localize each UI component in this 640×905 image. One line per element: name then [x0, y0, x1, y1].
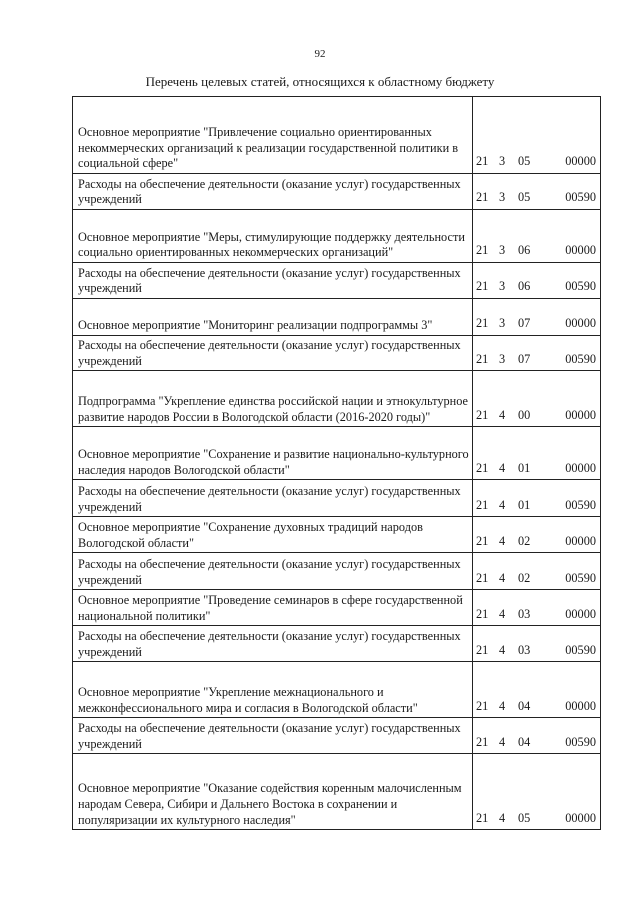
code-program: 21	[476, 279, 489, 294]
code-activity: 05	[518, 190, 531, 205]
code-direction: 00000	[565, 243, 596, 258]
code-subprogram: 3	[499, 351, 506, 366]
code-activity: 04	[518, 698, 531, 713]
row-name: Основное мероприятие "Сохранение духовных традиций народов Вологодской области"	[73, 517, 473, 553]
code-program: 21	[476, 154, 489, 169]
row-name: Расходы на обеспечение деятельности (оказание услуг) государственных учреждений	[73, 174, 473, 210]
page-title: Перечень целевых статей, относящихся к областному бюджету	[145, 74, 495, 89]
table-row	[73, 662, 601, 718]
table-row	[73, 626, 601, 662]
row-name: Основное мероприятие "Проведение семинаров в сфере государственной национальной политики"	[73, 590, 473, 626]
page-number: 92	[314, 48, 326, 60]
row-name: Основное мероприятие "Сохранение и развитие национально-культурного наследия народов Вологодской области"	[73, 427, 473, 480]
code-program: 21	[476, 497, 489, 512]
row-code	[473, 590, 601, 626]
row-code	[473, 299, 601, 336]
code-subprogram: 4	[499, 734, 506, 749]
code-activity: 03	[518, 606, 531, 621]
code-activity: 07	[518, 316, 531, 331]
code-direction: 00590	[565, 279, 596, 294]
code-direction: 00000	[565, 407, 596, 422]
code-program: 21	[476, 460, 489, 475]
table-row	[73, 371, 601, 427]
code-activity: 05	[518, 810, 531, 825]
code-activity: 03	[518, 642, 531, 657]
row-code	[473, 97, 601, 174]
table-row	[73, 517, 601, 553]
row-code	[473, 427, 601, 480]
code-direction: 00000	[565, 154, 596, 169]
row-name: Основное мероприятие "Привлечение социально ориентированных некоммерческих организаций к реализации государственной политики в социальной сфере"	[73, 97, 473, 174]
code-program: 21	[476, 734, 489, 749]
row-code	[473, 174, 601, 210]
table-row	[73, 336, 601, 371]
row-name: Основное мероприятие "Меры, стимулирующие поддержку деятельности социально ориентированных некоммерческих организаций"	[73, 210, 473, 263]
table-row	[73, 718, 601, 754]
code-subprogram: 3	[499, 279, 506, 294]
row-name: Основное мероприятие "Укрепление межнационального и межконфессионального мира и согласия в Вологодской области"	[73, 662, 473, 718]
row-code	[473, 754, 601, 830]
code-direction: 00590	[565, 497, 596, 512]
code-activity: 02	[518, 570, 531, 585]
code-program: 21	[476, 190, 489, 205]
table-row	[73, 480, 601, 517]
code-direction: 00590	[565, 570, 596, 585]
row-name: Основное мероприятие "Оказание содействия коренным малочисленным народам Севера, Сибири и Дальнего Востока в сохранении и популяризации их культурного наследия"	[73, 754, 473, 830]
code-direction: 00590	[565, 190, 596, 205]
code-direction: 00000	[565, 460, 596, 475]
table-row	[73, 97, 601, 174]
code-program: 21	[476, 698, 489, 713]
code-subprogram: 4	[499, 497, 506, 512]
code-direction: 00590	[565, 734, 596, 749]
row-code	[473, 553, 601, 590]
row-name: Основное мероприятие "Мониторинг реализации подпрограммы 3"	[73, 299, 473, 336]
code-direction: 00590	[565, 642, 596, 657]
code-direction: 00000	[565, 698, 596, 713]
code-subprogram: 4	[499, 407, 506, 422]
code-program: 21	[476, 351, 489, 366]
row-code	[473, 718, 601, 754]
code-subprogram: 3	[499, 316, 506, 331]
code-subprogram: 4	[499, 698, 506, 713]
row-code	[473, 210, 601, 263]
code-activity: 04	[518, 734, 531, 749]
table-row	[73, 590, 601, 626]
code-activity: 07	[518, 351, 531, 366]
code-activity: 06	[518, 279, 531, 294]
code-direction: 00000	[565, 810, 596, 825]
row-code	[473, 517, 601, 553]
row-name: Расходы на обеспечение деятельности (оказание услуг) государственных учреждений	[73, 553, 473, 590]
table-row	[73, 427, 601, 480]
table-row	[73, 299, 601, 336]
target-articles-table	[72, 96, 601, 830]
code-program: 21	[476, 316, 489, 331]
code-activity: 00	[518, 407, 531, 422]
code-subprogram: 4	[499, 606, 506, 621]
row-code	[473, 371, 601, 427]
code-direction: 00000	[565, 606, 596, 621]
code-program: 21	[476, 243, 489, 258]
table-row	[73, 263, 601, 299]
row-name: Расходы на обеспечение деятельности (оказание услуг) государственных учреждений	[73, 336, 473, 371]
code-activity: 02	[518, 533, 531, 548]
code-program: 21	[476, 533, 489, 548]
row-code	[473, 336, 601, 371]
table-row	[73, 210, 601, 263]
table-row	[73, 553, 601, 590]
code-activity: 06	[518, 243, 531, 258]
row-name: Расходы на обеспечение деятельности (оказание услуг) государственных учреждений	[73, 718, 473, 754]
row-name: Расходы на обеспечение деятельности (оказание услуг) государственных учреждений	[73, 626, 473, 662]
row-code	[473, 263, 601, 299]
code-program: 21	[476, 570, 489, 585]
code-direction: 00000	[565, 533, 596, 548]
code-subprogram: 4	[499, 570, 506, 585]
code-activity: 01	[518, 497, 531, 512]
code-activity: 01	[518, 460, 531, 475]
table-row	[73, 174, 601, 210]
code-subprogram: 3	[499, 243, 506, 258]
code-direction: 00000	[565, 316, 596, 331]
row-code	[473, 626, 601, 662]
row-name: Подпрограмма "Укрепление единства российской нации и этнокультурное развитие народов России в Вологодской области (2016-2020 годы)"	[73, 371, 473, 427]
code-program: 21	[476, 810, 489, 825]
table-row	[73, 754, 601, 830]
code-subprogram: 4	[499, 642, 506, 657]
code-subprogram: 3	[499, 190, 506, 205]
code-program: 21	[476, 642, 489, 657]
code-activity: 05	[518, 154, 531, 169]
row-code	[473, 480, 601, 517]
row-code	[473, 662, 601, 718]
code-subprogram: 4	[499, 460, 506, 475]
code-subprogram: 3	[499, 154, 506, 169]
code-program: 21	[476, 407, 489, 422]
code-direction: 00590	[565, 351, 596, 366]
row-name: Расходы на обеспечение деятельности (оказание услуг) государственных учреждений	[73, 480, 473, 517]
code-subprogram: 4	[499, 533, 506, 548]
code-subprogram: 4	[499, 810, 506, 825]
code-program: 21	[476, 606, 489, 621]
row-name: Расходы на обеспечение деятельности (оказание услуг) государственных учреждений	[73, 263, 473, 299]
